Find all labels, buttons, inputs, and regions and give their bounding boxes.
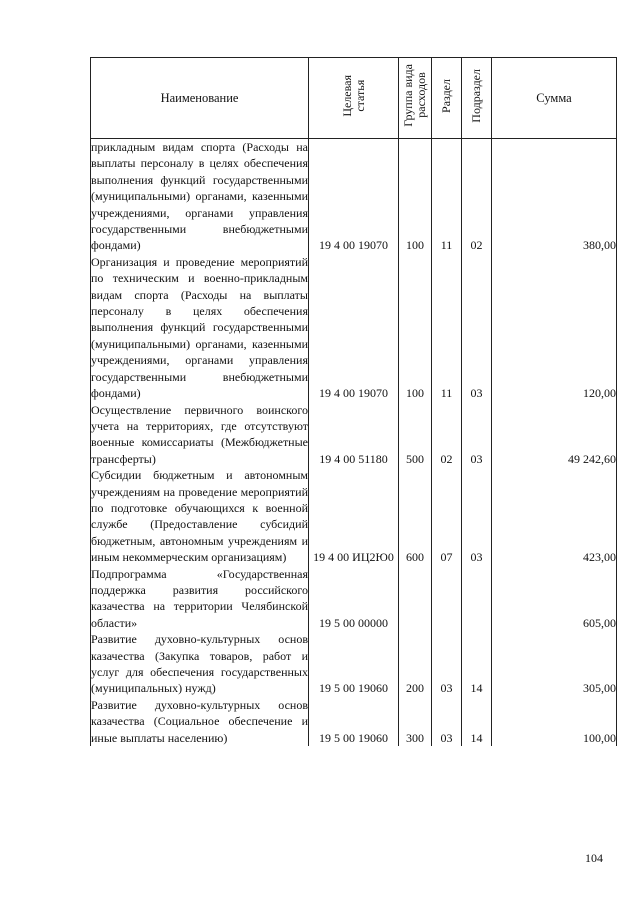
header-target bbox=[309, 58, 399, 139]
row-section bbox=[432, 566, 462, 632]
table-row bbox=[91, 254, 617, 402]
table-header-row bbox=[91, 58, 617, 139]
row-subsection: 14 bbox=[462, 697, 492, 746]
row-target: 19 4 00 19070 bbox=[309, 254, 399, 402]
row-name: Осуществление первичного воинского учета на территориях, где отсутствуют военные комиссариаты (Межбюджетные трансферты) bbox=[91, 402, 308, 466]
header-group-label: Группа вида расходов bbox=[401, 64, 428, 128]
row-subsection: 14 bbox=[462, 631, 492, 697]
table-row bbox=[91, 697, 617, 746]
row-sum: 49 242,60 bbox=[492, 402, 617, 468]
row-sum: 100,00 bbox=[492, 697, 617, 746]
header-target-label: Целевая статья bbox=[339, 74, 367, 117]
row-sum: 605,00 bbox=[492, 566, 617, 632]
header-sum: Сумма bbox=[492, 58, 617, 139]
table-row bbox=[91, 566, 617, 632]
row-group: 500 bbox=[399, 402, 432, 468]
header-subsection bbox=[462, 58, 492, 139]
row-name: Подпрограмма «Государственная поддержка развития российского казачества на территории Челябинской области» bbox=[91, 566, 308, 630]
row-name: Субсидии бюджетным и автономным учреждениям на проведение мероприятий по подготовке обучающихся к военной службе (Предоставление субсидий бюджетным, автономным учреждениям и иным некоммерческим организациям) bbox=[91, 468, 308, 565]
row-target: 19 5 00 19060 bbox=[309, 631, 399, 697]
row-subsection: 03 bbox=[462, 467, 492, 565]
row-group: 100 bbox=[399, 139, 432, 254]
table-row bbox=[91, 139, 617, 254]
row-subsection: 03 bbox=[462, 402, 492, 468]
row-section: 11 bbox=[432, 139, 462, 254]
row-target: 19 4 00 ИЦ2Ю0 bbox=[309, 467, 399, 565]
header-group bbox=[399, 58, 432, 139]
row-name: Развитие духовно-культурных основ казачества (Закупка товаров, работ и услуг для обеспечения государственных (муниципальных) нужд) bbox=[91, 632, 308, 696]
table-row bbox=[91, 467, 617, 565]
row-subsection: 02 bbox=[462, 139, 492, 254]
row-subsection bbox=[462, 566, 492, 632]
row-group: 600 bbox=[399, 467, 432, 565]
table-row bbox=[91, 631, 617, 697]
header-section-label: Раздел bbox=[439, 78, 453, 113]
row-section: 07 bbox=[432, 467, 462, 565]
row-section: 11 bbox=[432, 254, 462, 402]
table-row bbox=[91, 402, 617, 468]
row-name: Развитие духовно-культурных основ казачества (Социальное обеспечение и иные выплаты населению) bbox=[91, 697, 308, 745]
header-name: Наименование bbox=[91, 58, 309, 139]
row-section: 02 bbox=[432, 402, 462, 468]
row-target: 19 4 00 19070 bbox=[309, 139, 399, 254]
row-name: прикладным видам спорта (Расходы на выплаты персоналу в целях обеспечения выполнения функций государственными (муниципальными) органами, казенными учреждениями, органами управления государственными внебюджетными фондами) bbox=[91, 140, 308, 253]
budget-table bbox=[90, 57, 617, 746]
row-section: 03 bbox=[432, 697, 462, 746]
row-sum: 380,00 bbox=[492, 139, 617, 254]
row-group: 300 bbox=[399, 697, 432, 746]
row-sum: 120,00 bbox=[492, 254, 617, 402]
row-subsection: 03 bbox=[462, 254, 492, 402]
row-target: 19 5 00 19060 bbox=[309, 697, 399, 746]
row-group bbox=[399, 566, 432, 632]
row-target: 19 4 00 51180 bbox=[309, 402, 399, 468]
page-number: 104 bbox=[585, 851, 603, 865]
header-subsection-label: Подраздел bbox=[469, 68, 483, 123]
row-sum: 423,00 bbox=[492, 467, 617, 565]
row-target: 19 5 00 00000 bbox=[309, 566, 399, 632]
header-section bbox=[432, 58, 462, 139]
row-group: 100 bbox=[399, 254, 432, 402]
row-group: 200 bbox=[399, 631, 432, 697]
row-sum: 305,00 bbox=[492, 631, 617, 697]
row-section: 03 bbox=[432, 631, 462, 697]
row-name: Организация и проведение мероприятий по техническим и военно-прикладным видам спорта (Расходы на выплаты персоналу в целях обеспечения выполнения функций государственными (муниципальными) органами, казенными учреждениями, органами управления государственными внебюджетными фондами) bbox=[91, 254, 308, 401]
